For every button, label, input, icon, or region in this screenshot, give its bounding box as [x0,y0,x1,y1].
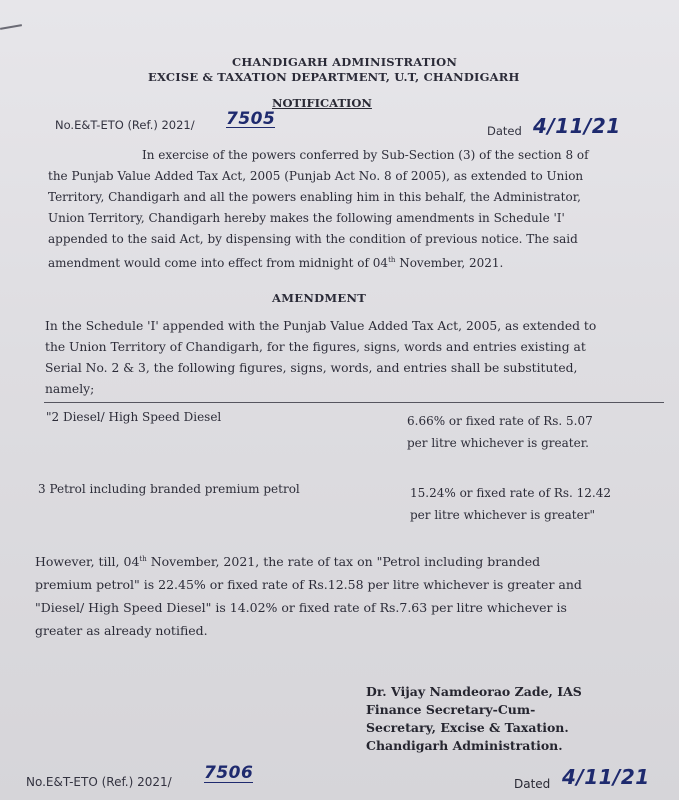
however-line: "Diesel/ High Speed Diesel" is 14.02% or fixed rate of Rs.7.63 per litre whichever is [35,600,567,616]
handwritten-number-bottom: 7506 [204,763,254,783]
signatory-block [366,683,582,755]
however-line: premium petrol" is 22.45% or fixed rate of Rs.12.58 per litre whichever is greater and [35,577,582,593]
page-corner-mark [0,24,22,30]
signatory-name: Dr. Vijay Namdeorao Zade, IAS [366,684,582,699]
signatory-title: Secretary, Excise & Taxation. [366,720,569,735]
header-department: EXCISE & TAXATION DEPARTMENT, U.T, CHANDIGARH [148,70,520,84]
schedule-rate-petrol [410,482,611,526]
amendment-paragraph [45,316,641,400]
dated-label-bottom: Dated [514,777,551,791]
intro-last-sup: th [388,256,396,264]
however-sup: th [139,555,147,563]
amendment-line: namely; [45,382,95,396]
rate-line: per litre whichever is greater" [410,508,595,522]
amendment-line: In the Schedule 'I' appended with the Punjab Value Added Tax Act, 2005, as extended to [45,319,597,333]
however-suffix: November, 2021, the rate of tax on "Petrol including branded [146,554,541,570]
intro-last-line [48,250,630,274]
schedule-item-petrol: 3 Petrol including branded premium petrol [38,482,300,496]
intro-line: Territory, Chandigarh and all the powers enabling him in this behalf, the Administrator, [48,190,581,204]
intro-last-prefix: amendment would come into effect from midnight of 04 [48,256,389,270]
however-paragraph [35,548,655,642]
intro-last-suffix: November, 2021. [395,256,504,270]
rate-line: 15.24% or fixed rate of Rs. 12.42 [410,486,611,500]
schedule-item-diesel: "2 Diesel/ High Speed Diesel [46,410,222,424]
signatory-title: Chandigarh Administration. [366,738,563,753]
schedule-rate-diesel [407,410,593,454]
handwritten-date-top: 4/11/21 [533,114,621,138]
however-line: greater as already notified. [35,623,208,639]
intro-line: Union Territory, Chandigarh hereby makes the following amendments in Schedule 'I' [48,211,565,225]
intro-line: the Punjab Value Added Tax Act, 2005 (Punjab Act No. 8 of 2005), as extended to Union [48,169,584,183]
reference-number-bottom: No.E&T-ETO (Ref.) 2021/ [26,775,172,789]
rate-line: 6.66% or fixed rate of Rs. 5.07 [407,414,593,428]
however-prefix: However, till, 04 [35,554,140,570]
handwritten-date-bottom: 4/11/21 [562,765,650,789]
signatory-title: Finance Secretary-Cum- [366,702,536,717]
header-administration: CHANDIGARH ADMINISTRATION [232,55,458,69]
amendment-line: the Union Territory of Chandigarh, for the figures, signs, words and entries existing at [45,340,586,354]
intro-line: appended to the said Act, by dispensing with the condition of previous notice. The said [48,232,578,246]
intro-line: In exercise of the powers conferred by Sub-Section (3) of the section 8 of [142,148,589,162]
section-divider [44,402,664,403]
amendment-line: Serial No. 2 & 3, the following figures, signs, words, and entries shall be substituted, [45,361,578,375]
notification-title: NOTIFICATION [272,96,372,110]
dated-label-top: Dated [487,124,522,138]
reference-number-top: No.E&T-ETO (Ref.) 2021/ [55,118,195,132]
rate-line: per litre whichever is greater. [407,436,589,450]
amendment-title: AMENDMENT [272,291,367,305]
handwritten-number-top: 7505 [226,109,276,129]
intro-paragraph [48,145,630,274]
however-first-line [35,548,655,573]
